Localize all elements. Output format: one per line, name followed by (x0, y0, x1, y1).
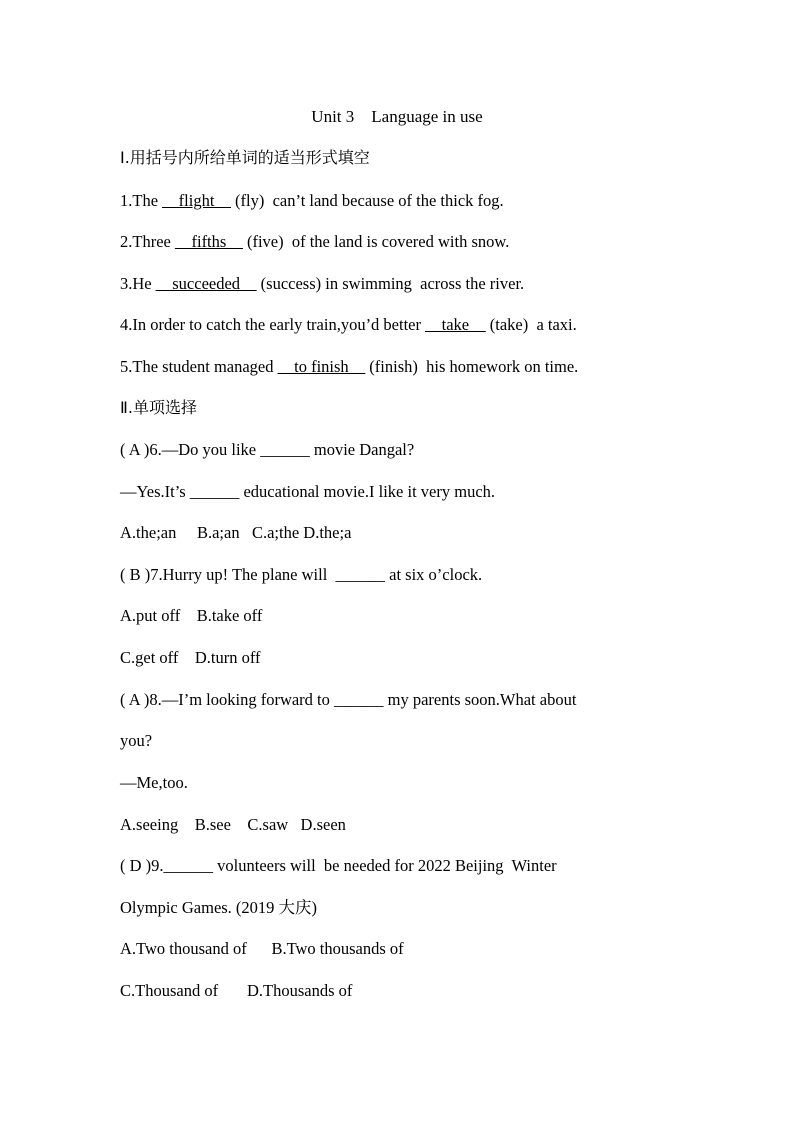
question-6-line-1: ( A )6.—Do you like ______ movie Dangal? (120, 440, 415, 459)
question-9-line-2: Olympic Games. (2019 大庆) (120, 898, 318, 917)
fill-blank-item-5 (120, 357, 578, 377)
item-text: (take) a taxi. (485, 315, 577, 334)
question-9-line-1: ( D )9.______ volunteers will be needed for 2022 Beijing Winter (120, 856, 557, 875)
answer-blank: __take__ (425, 315, 486, 334)
answer-blank: __succeeded__ (155, 274, 257, 293)
item-text: 1.The (120, 191, 163, 210)
fill-blank-item-4 (120, 315, 577, 335)
question-8-options: A.seeing B.see C.saw D.seen (120, 815, 346, 834)
page-title: Unit 3 Language in use (311, 107, 483, 126)
fill-blank-item-3 (120, 274, 524, 294)
fill-blank-item-1 (120, 191, 504, 211)
fill-blank-item-2 (120, 232, 509, 252)
section-1-heading: Ⅰ.用括号内所给单词的适当形式填空 (120, 148, 370, 167)
question-8-line-1: ( A )8.—I’m looking forward to ______ my parents soon.What about (120, 690, 577, 709)
question-9-options-2: C.Thousand of D.Thousands of (120, 981, 353, 1000)
answer-blank: __flight__ (162, 191, 231, 210)
question-8-line-3: —Me,too. (120, 773, 188, 792)
item-text: 2.Three (120, 232, 175, 251)
item-text: 3.He (120, 274, 156, 293)
item-text: (success) in swimming across the river. (256, 274, 525, 293)
question-7-line-1: ( B )7.Hurry up! The plane will ______ at six o’clock. (120, 565, 483, 584)
item-text: (fly) can’t land because of the thick fog. (230, 191, 504, 210)
item-text: (finish) his homework on time. (365, 357, 579, 376)
item-text: 4.In order to catch the early train,you’d better (120, 315, 426, 334)
item-text: (five) of the land is covered with snow. (242, 232, 510, 251)
section-2-heading: Ⅱ.单项选择 (120, 398, 197, 417)
answer-blank: __to finish__ (277, 357, 366, 376)
item-text: 5.The student managed (120, 357, 278, 376)
question-7-options-1: A.put off B.take off (120, 606, 263, 625)
question-9-options-1: A.Two thousand of B.Two thousands of (120, 939, 404, 958)
question-7-options-2: C.get off D.turn off (120, 648, 261, 667)
question-6-options: A.the;an B.a;an C.a;the D.the;a (120, 523, 352, 542)
question-6-line-2: —Yes.It’s ______ educational movie.I like it very much. (120, 482, 496, 501)
answer-blank: __fifths__ (174, 232, 243, 251)
question-8-line-2: you? (120, 731, 153, 750)
